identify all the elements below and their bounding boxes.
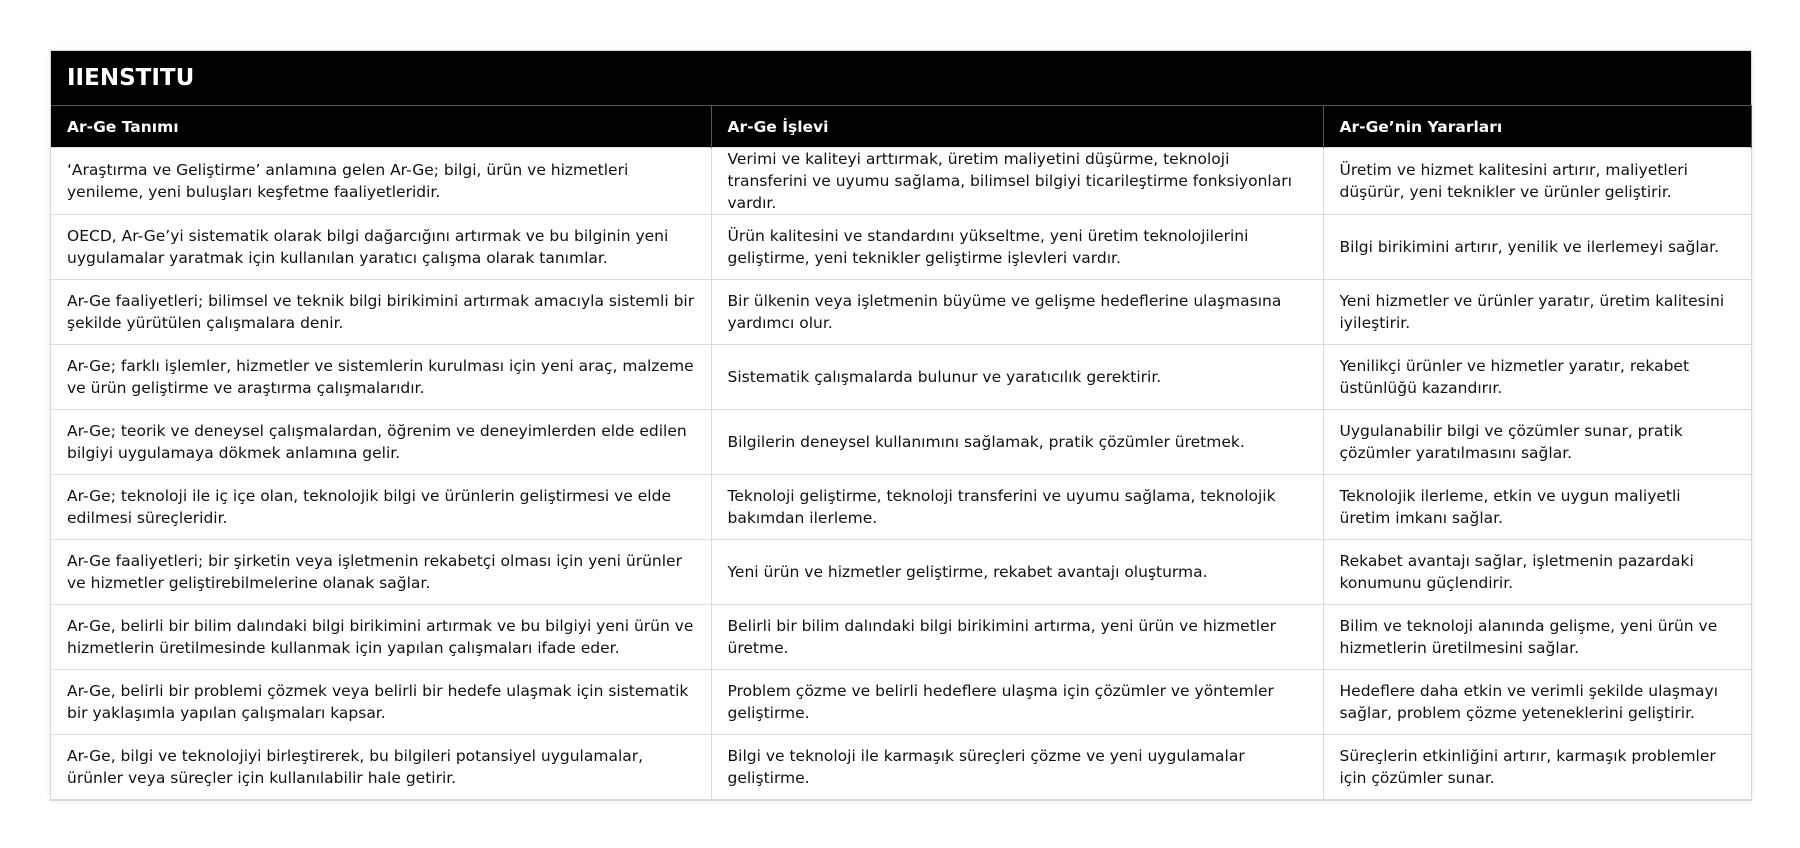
table-row xyxy=(51,410,1751,475)
cell-function: Bilgi ve teknoloji ile karmaşık süreçleri çözme ve yeni uygulamalar geliştirme. xyxy=(711,735,1323,800)
cell-definition: Ar-Ge; teorik ve deneysel çalışmalardan, öğrenim ve deneyimlerden elde edilen bilgiyi uygulamaya dökmek anlamına gelir. xyxy=(51,410,711,475)
table-row xyxy=(51,475,1751,540)
cell-definition: Ar-Ge faaliyetleri; bir şirketin veya işletmenin rekabetçi olması için yeni ürünler ve hizmetler geliştirebilmelerine olanak sağlar. xyxy=(51,540,711,605)
table-row xyxy=(51,735,1751,800)
column-header-benefits: Ar-Ge’nin Yararları xyxy=(1323,106,1751,148)
cell-definition: ‘Araştırma ve Geliştirme’ anlamına gelen Ar-Ge; bilgi, ürün ve hizmetleri yenileme, yeni buluşları keşfetme faaliyetleridir. xyxy=(51,148,711,215)
table-row xyxy=(51,540,1751,605)
column-header-definition: Ar-Ge Tanımı xyxy=(51,106,711,148)
rd-table xyxy=(51,105,1752,800)
cell-function: Ürün kalitesini ve standardını yükseltme, yeni üretim teknolojilerini geliştirme, yeni teknikler geliştirme işlevleri vardır. xyxy=(711,215,1323,280)
cell-benefits: Teknolojik ilerleme, etkin ve uygun maliyetli üretim imkanı sağlar. xyxy=(1323,475,1751,540)
cell-definition: Ar-Ge; farklı işlemler, hizmetler ve sistemlerin kurulması için yeni araç, malzeme ve ürün geliştirme ve araştırma çalışmalarıdır. xyxy=(51,345,711,410)
cell-function: Sistematik çalışmalarda bulunur ve yaratıcılık gerektirir. xyxy=(711,345,1323,410)
cell-benefits: Bilim ve teknoloji alanında gelişme, yeni ürün ve hizmetlerin üretilmesini sağlar. xyxy=(1323,605,1751,670)
cell-function: Teknoloji geliştirme, teknoloji transferini ve uyumu sağlama, teknolojik bakımdan ilerleme. xyxy=(711,475,1323,540)
cell-benefits: Yenilikçi ürünler ve hizmetler yaratır, rekabet üstünlüğü kazandırır. xyxy=(1323,345,1751,410)
table-row xyxy=(51,605,1751,670)
table-card xyxy=(50,50,1752,801)
cell-definition: Ar-Ge faaliyetleri; bilimsel ve teknik bilgi birikimini artırmak amacıyla sistemli bir şekilde yürütülen çalışmalara denir. xyxy=(51,280,711,345)
cell-function: Yeni ürün ve hizmetler geliştirme, rekabet avantajı oluşturma. xyxy=(711,540,1323,605)
cell-definition: Ar-Ge, bilgi ve teknolojiyi birleştirerek, bu bilgileri potansiyel uygulamalar, ürünler veya süreçler için kullanılabilir hale getirir. xyxy=(51,735,711,800)
table-row xyxy=(51,280,1751,345)
cell-benefits: Süreçlerin etkinliğini artırır, karmaşık problemler için çözümler sunar. xyxy=(1323,735,1751,800)
cell-function: Problem çözme ve belirli hedeflere ulaşma için çözümler ve yöntemler geliştirme. xyxy=(711,670,1323,735)
header-row xyxy=(51,106,1751,148)
table-row xyxy=(51,148,1751,215)
cell-benefits: Uygulanabilir bilgi ve çözümler sunar, pratik çözümler yaratılmasını sağlar. xyxy=(1323,410,1751,475)
cell-definition: Ar-Ge, belirli bir problemi çözmek veya belirli bir hedefe ulaşmak için sistematik bir yaklaşımla yapılan çalışmaları kapsar. xyxy=(51,670,711,735)
cell-benefits: Yeni hizmetler ve ürünler yaratır, üretim kalitesini iyileştirir. xyxy=(1323,280,1751,345)
cell-function: Belirli bir bilim dalındaki bilgi birikimini artırma, yeni ürün ve hizmetler üretme. xyxy=(711,605,1323,670)
cell-function: Verimi ve kaliteyi arttırmak, üretim maliyetini düşürme, teknoloji transferini ve uyumu sağlama, bilimsel bilgiyi ticarileştirme fonksiyonları vardır. xyxy=(711,148,1323,215)
table-row xyxy=(51,345,1751,410)
table-row xyxy=(51,670,1751,735)
cell-definition: OECD, Ar-Ge’yi sistematik olarak bilgi dağarcığını artırmak ve bu bilginin yeni uygulamalar yaratmak için kullanılan yaratıcı çalışma olarak tanımlar. xyxy=(51,215,711,280)
cell-benefits: Rekabet avantajı sağlar, işletmenin pazardaki konumunu güçlendirir. xyxy=(1323,540,1751,605)
cell-benefits: Bilgi birikimini artırır, yenilik ve ilerlemeyi sağlar. xyxy=(1323,215,1751,280)
table-row xyxy=(51,215,1751,280)
cell-function: Bilgilerin deneysel kullanımını sağlamak, pratik çözümler üretmek. xyxy=(711,410,1323,475)
cell-benefits: Üretim ve hizmet kalitesini artırır, maliyetleri düşürür, yeni teknikler ve ürünler geliştirir. xyxy=(1323,148,1751,215)
column-header-function: Ar-Ge İşlevi xyxy=(711,106,1323,148)
cell-definition: Ar-Ge; teknoloji ile iç içe olan, teknolojik bilgi ve ürünlerin geliştirmesi ve elde edilmesi süreçleridir. xyxy=(51,475,711,540)
cell-function: Bir ülkenin veya işletmenin büyüme ve gelişme hedeflerine ulaşmasına yardımcı olur. xyxy=(711,280,1323,345)
cell-definition: Ar-Ge, belirli bir bilim dalındaki bilgi birikimini artırmak ve bu bilgiyi yeni ürün ve hizmetlerin üretilmesinde kullanmak için yapılan çalışmaları ifade eder. xyxy=(51,605,711,670)
brand-title: IIENSTITU xyxy=(51,51,1751,105)
cell-benefits: Hedeflere daha etkin ve verimli şekilde ulaşmayı sağlar, problem çözme yeteneklerini geliştirir. xyxy=(1323,670,1751,735)
